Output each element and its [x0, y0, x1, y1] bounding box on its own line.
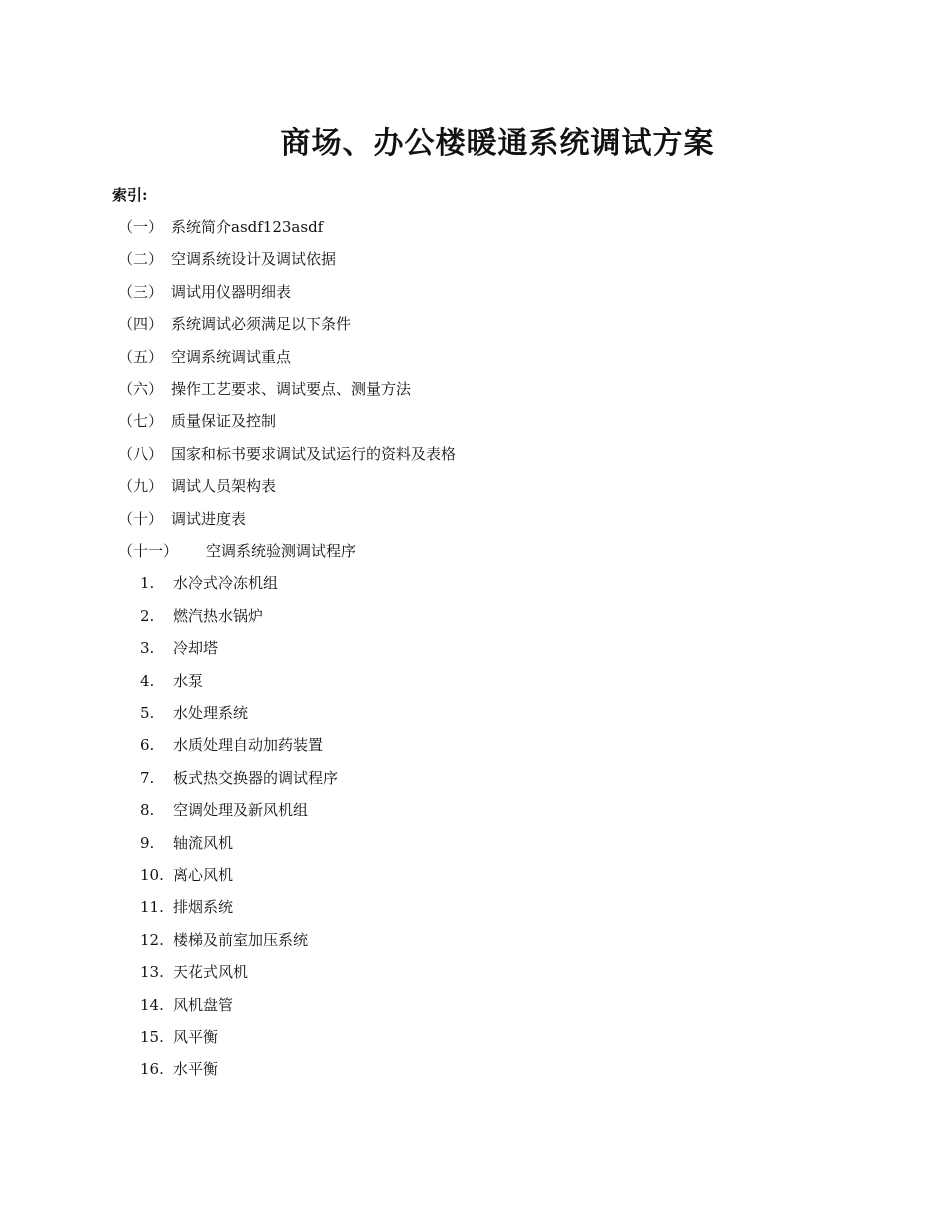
toc-subsection-text: 水质处理自动加药装置: [173, 736, 324, 755]
toc-subsection-text: 风平衡: [173, 1028, 219, 1046]
toc-subsection-text: 风机盘管: [173, 995, 234, 1014]
toc-subsection-number: 6.: [140, 736, 155, 755]
toc-subsection-text: 板式热交换器的调试程序: [173, 768, 339, 787]
toc-subsection-number: 5.: [140, 704, 155, 722]
toc-subsection-number: 10.: [140, 866, 164, 884]
toc-subsection-number: 13.: [140, 963, 164, 982]
toc-subsection-text: 空调处理及新风机组: [173, 801, 309, 820]
toc-subsection-text: 冷却塔: [173, 639, 219, 658]
toc-section-text: 调试用仪器明细表: [171, 282, 292, 301]
toc-subsection-number: 4.: [140, 671, 155, 690]
toc-subsection-number: 11.: [140, 898, 164, 917]
toc-subsection-text: 天花式风机: [173, 963, 249, 982]
toc-subsection-text: 燃汽热水锅炉: [173, 606, 264, 625]
toc-subsection-number: 7.: [140, 768, 155, 787]
toc-section-text: 空调系统验测调试程序: [206, 542, 357, 560]
toc-subsection-number: 2.: [140, 606, 155, 625]
toc-subsection-number: 15.: [140, 1028, 164, 1046]
toc-section-text: 空调系统设计及调试依据: [171, 250, 337, 269]
toc-section-text: 调试人员架构表: [171, 477, 277, 496]
toc-section-text: 空调系统调试重点: [171, 347, 292, 366]
toc-section-number: （八）: [118, 444, 164, 463]
toc-section-number: （三）: [118, 282, 164, 301]
toc-section-number: （九）: [118, 477, 164, 496]
toc-subsection-number: 3.: [140, 639, 155, 658]
toc-section-text: 操作工艺要求、调试要点、测量方法: [171, 380, 412, 398]
toc-subsection-number: 1.: [140, 574, 155, 593]
toc-section-text: 调试进度表: [171, 509, 247, 528]
toc-section-number: （四）: [118, 315, 164, 334]
toc-subsection-number: 14.: [140, 995, 164, 1014]
toc-subsection-text: 水平衡: [173, 1060, 219, 1079]
toc-subsection-text: 水处理系统: [173, 704, 249, 722]
document-title: 商场、办公楼暖通系统调试方案: [280, 126, 715, 161]
toc-section-text: 系统简介asdf123asdf: [171, 218, 324, 236]
toc-section-number: （十一）: [118, 542, 179, 560]
toc-subsection-text: 水泵: [173, 671, 204, 690]
toc-section-number: （六）: [118, 380, 164, 398]
toc-subsection-text: 排烟系统: [173, 898, 234, 917]
toc-section-number: （七）: [118, 412, 164, 431]
toc-section-number: （一）: [118, 218, 164, 236]
toc-subsection-number: 12.: [140, 930, 164, 949]
toc-subsection-number: 8.: [140, 801, 155, 820]
toc-section-number: （十）: [118, 509, 164, 528]
toc-subsection-text: 楼梯及前室加压系统: [173, 930, 309, 949]
toc-section-text: 国家和标书要求调试及试运行的资料及表格: [171, 444, 457, 463]
toc-subsection-text: 轴流风机: [173, 833, 234, 852]
toc-subsection-number: 9.: [140, 833, 155, 852]
toc-subsection-text: 离心风机: [173, 866, 234, 884]
toc-section-text: 质量保证及控制: [171, 412, 277, 431]
toc-section-number: （二）: [118, 250, 164, 269]
toc-subsection-number: 16.: [140, 1060, 164, 1079]
toc-subsection-text: 水冷式冷冻机组: [173, 574, 279, 593]
index-heading: 索引:: [112, 186, 148, 204]
toc-section-text: 系统调试必须满足以下条件: [171, 315, 352, 334]
toc-section-number: （五）: [118, 347, 164, 366]
